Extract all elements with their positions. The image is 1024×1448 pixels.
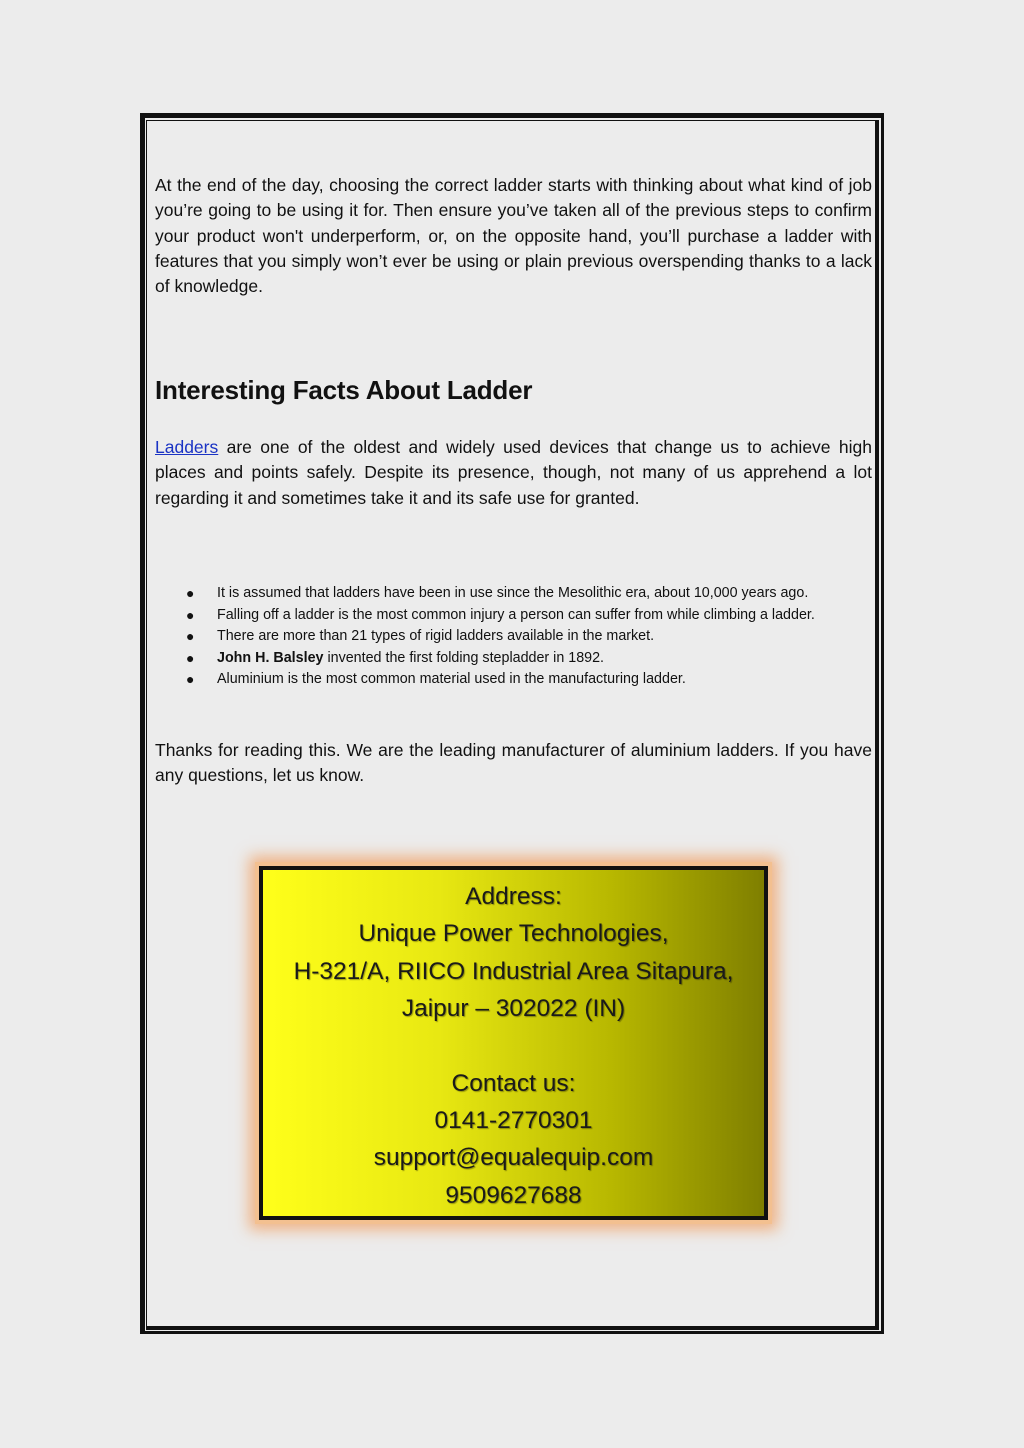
company-name: Unique Power Technologies, <box>358 920 669 948</box>
facts-intro-paragraph <box>155 435 872 511</box>
list-item <box>155 648 872 670</box>
section-heading: Interesting Facts About Ladder <box>155 375 533 405</box>
fact-text: invented the first folding stepladder in 1892. <box>323 649 605 666</box>
contact-label: Contact us: <box>451 1069 576 1097</box>
email-address: support@equalequip.com <box>373 1144 654 1172</box>
intro-paragraph: At the end of the day, choosing the correct ladder starts with thinking about what kind of job you’re going to be using it for. Then ensure you’ve taken all of the previous steps to confirm your product won't underperform, or, on the opposite hand, you’ll purchase a ladder with features that you simply won’t ever be using or plain previous overspending thanks to a lack of knowledge. <box>155 175 872 297</box>
list-item <box>155 605 872 627</box>
city-address: Jaipur – 302022 (IN) <box>401 995 626 1023</box>
bullet-icon: ● <box>186 671 195 688</box>
ladders-link[interactable]: Ladders <box>155 437 219 457</box>
bullet-icon: ● <box>186 606 195 623</box>
list-item <box>155 583 872 605</box>
document-content <box>155 173 872 786</box>
bullet-icon: ● <box>186 649 195 666</box>
bullet-icon: ● <box>186 628 195 645</box>
mobile-number: 9509627688 <box>445 1181 582 1209</box>
fact-text: Falling off a ladder is the most common injury a person can suffer from while climbing a ladder. <box>217 606 815 623</box>
address-label: Address: <box>465 883 562 910</box>
list-item <box>155 626 872 648</box>
facts-intro-text: are one of the oldest and widely used devices that change us to achieve high places and points safely. Despite its presence, though, not many of us apprehend a lot regarding it and sometimes take it and its safe use for granted. <box>155 437 872 508</box>
address-contact-box <box>259 866 768 1220</box>
fact-text: There are more than 21 types of rigid ladders available in the market. <box>217 628 655 645</box>
spacer <box>263 1028 764 1065</box>
fact-bold-text: John H. Balsley <box>217 649 324 666</box>
facts-list <box>155 583 872 691</box>
list-item <box>155 669 872 691</box>
fact-text: Aluminium is the most common material used in the manufacturing ladder. <box>217 671 686 688</box>
bullet-icon: ● <box>186 585 195 601</box>
phone-number: 0141-2770301 <box>434 1107 593 1135</box>
fact-text: It is assumed that ladders have been in use since the Mesolithic era, about 10,000 years ago. <box>217 585 809 601</box>
closing-paragraph: Thanks for reading this. We are the leading manufacturer of aluminium ladders. If you have any questions, let us know. <box>155 740 872 786</box>
street-address: H-321/A, RIICO Industrial Area Sitapura, <box>293 957 734 985</box>
